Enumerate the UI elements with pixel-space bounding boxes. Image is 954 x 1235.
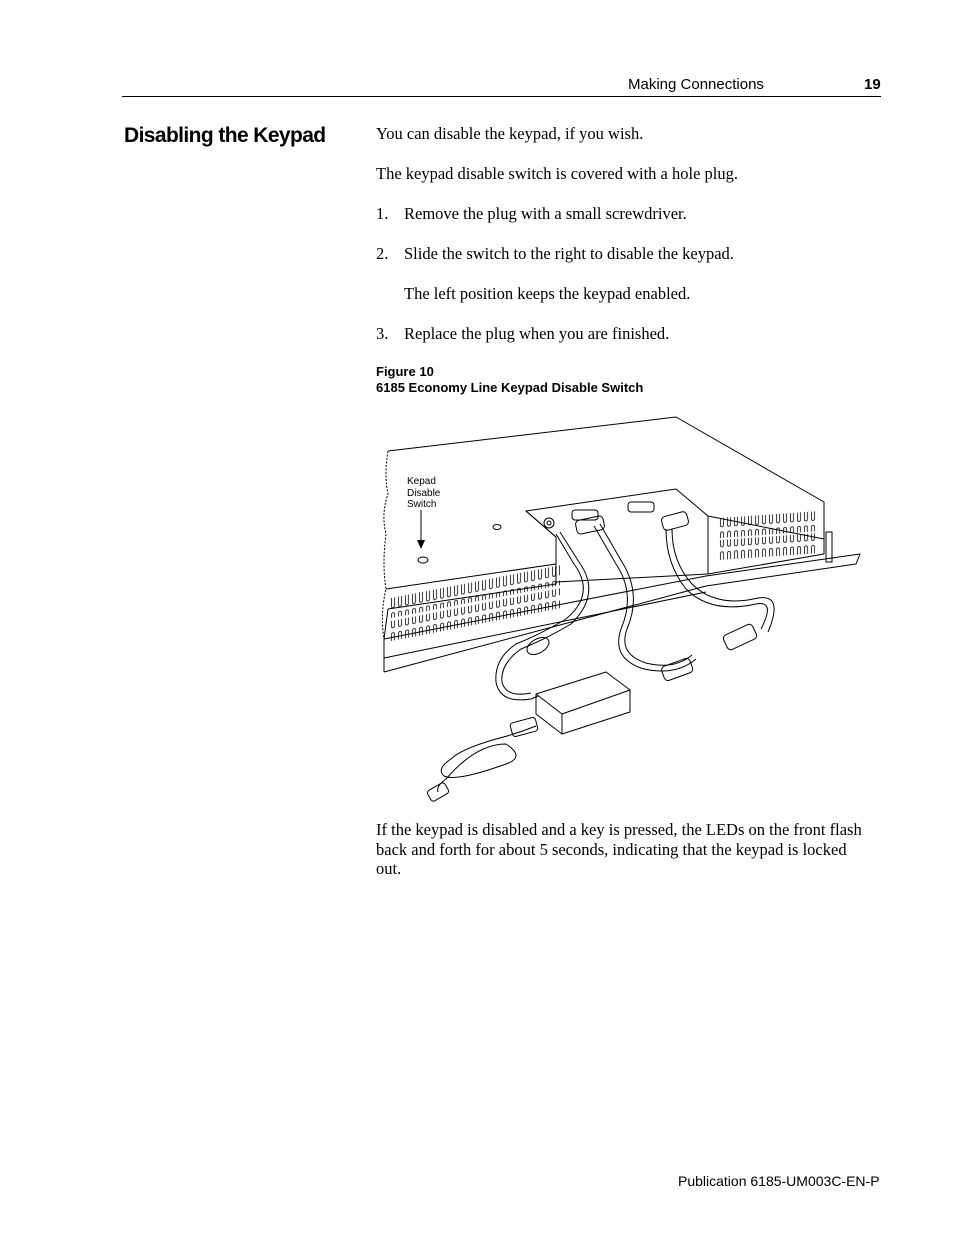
keypad-panel-drawing — [376, 414, 866, 804]
figure-callout-line-1: Kepad — [407, 476, 436, 487]
section-title: Disabling the Keypad — [124, 124, 326, 147]
figure-illustration — [376, 414, 866, 804]
running-header-section: Making Connections — [628, 76, 764, 93]
step-number: 3. — [376, 324, 389, 343]
page-number: 19 — [864, 76, 881, 93]
step-text: Remove the plug with a small screwdriver. — [404, 204, 687, 223]
step-note: The left position keeps the keypad enabled. — [404, 284, 691, 303]
closing-paragraph: If the keypad is disabled and a key is pressed, the LEDs on the front flash back and forth for about 5 seconds, indicating that the keypad is locked out. — [376, 820, 862, 878]
intro-paragraph-1: You can disable the keypad, if you wish. — [376, 124, 644, 143]
figure-callout-line-3: Switch — [407, 499, 437, 510]
figure-caption: 6185 Economy Line Keypad Disable Switch — [376, 380, 644, 395]
step-number: 2. — [376, 244, 389, 263]
figure-number: Figure 10 — [376, 364, 434, 379]
step-number: 1. — [376, 204, 389, 223]
header-rule — [122, 96, 881, 97]
publication-footer: Publication 6185-UM003C-EN-P — [678, 1173, 880, 1189]
step-text: Slide the switch to the right to disable the keypad. — [404, 244, 734, 263]
step-text: Replace the plug when you are finished. — [404, 324, 670, 343]
intro-paragraph-2: The keypad disable switch is covered with a hole plug. — [376, 164, 738, 183]
figure-callout-line-2: Disable — [407, 488, 441, 499]
